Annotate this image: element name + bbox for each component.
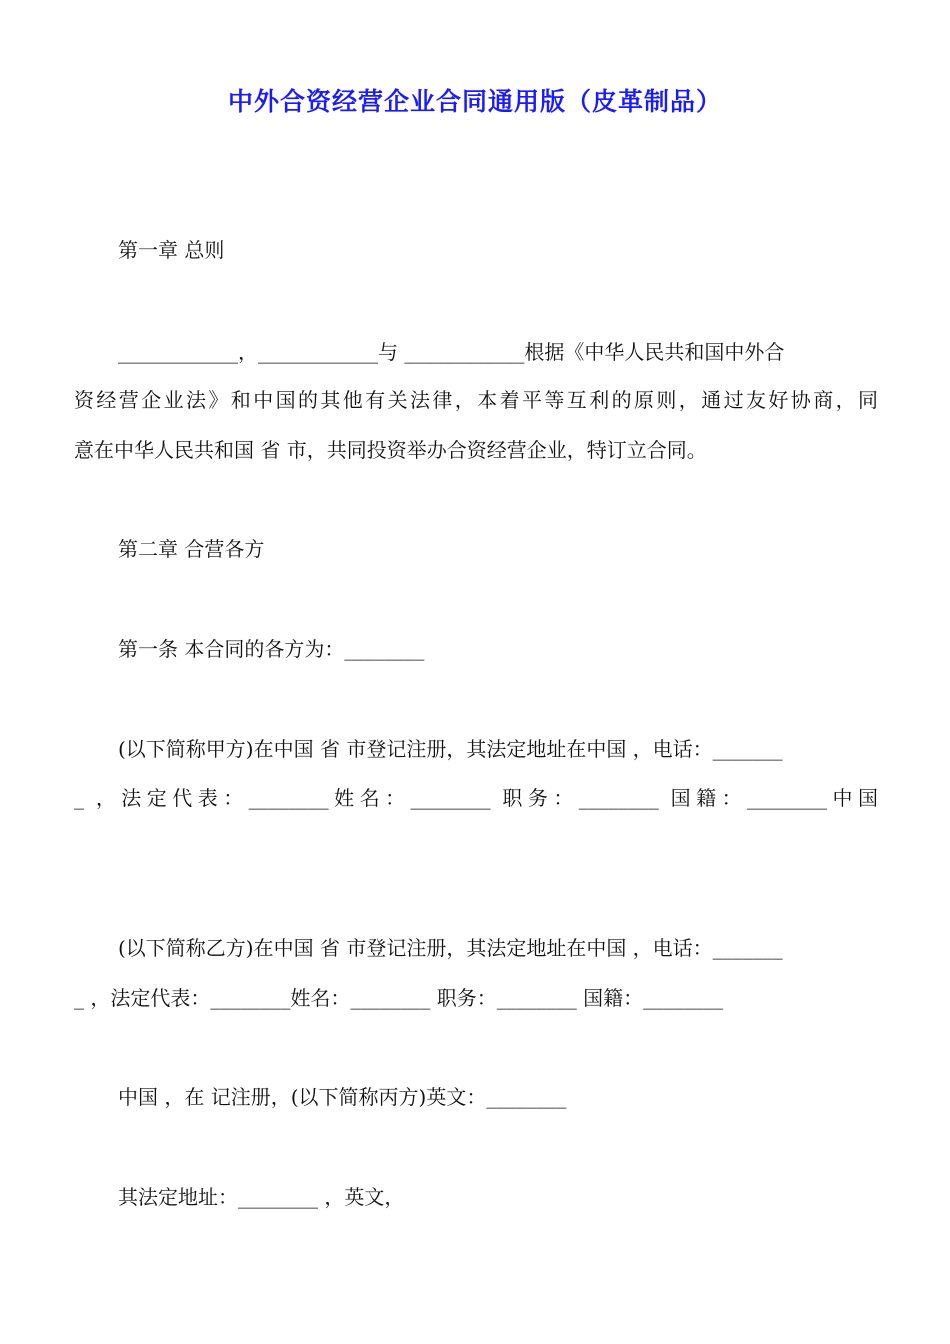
paragraph-line: 资经营企业法》和中国的其他有关法律，本着平等互利的原则，通过友好协商，同 [74,388,878,412]
party-b-line: _ ，法定代表：________姓名：________ 职务：________ 国籍：________ [74,986,724,1010]
article-line: 第一条 本合同的各方为：________ [118,637,425,661]
party-a-line: (以下简称甲方)在中国 省 市登记注册，其法定地址在中国 ，电话：_______ [118,737,783,761]
chapter-heading: 第一章 总则 [118,238,225,262]
paragraph-line: 意在中华人民共和国 省 市，共同投资举办合资经营企业，特订立合同。 [74,438,707,462]
party-c-address-line: 其法定地址：________ ，英文， [118,1185,405,1209]
party-b-line: (以下简称乙方)在中国 省 市登记注册，其法定地址在中国 ，电话：_______ [118,936,783,960]
paragraph-line: ____________，____________与 ____________根据《中华人民共和国中外合 [118,340,785,364]
chapter-heading: 第二章 合营各方 [118,537,265,561]
party-a-line: _ ，法定代表：________姓名：________ 职务：________ 国籍：________中国 [74,786,878,810]
party-c-line: 中国 ，在 记注册，(以下简称丙方)英文：________ [118,1085,567,1109]
document-title: 中外合资经营企业合同通用版（皮革制品） [227,87,722,116]
